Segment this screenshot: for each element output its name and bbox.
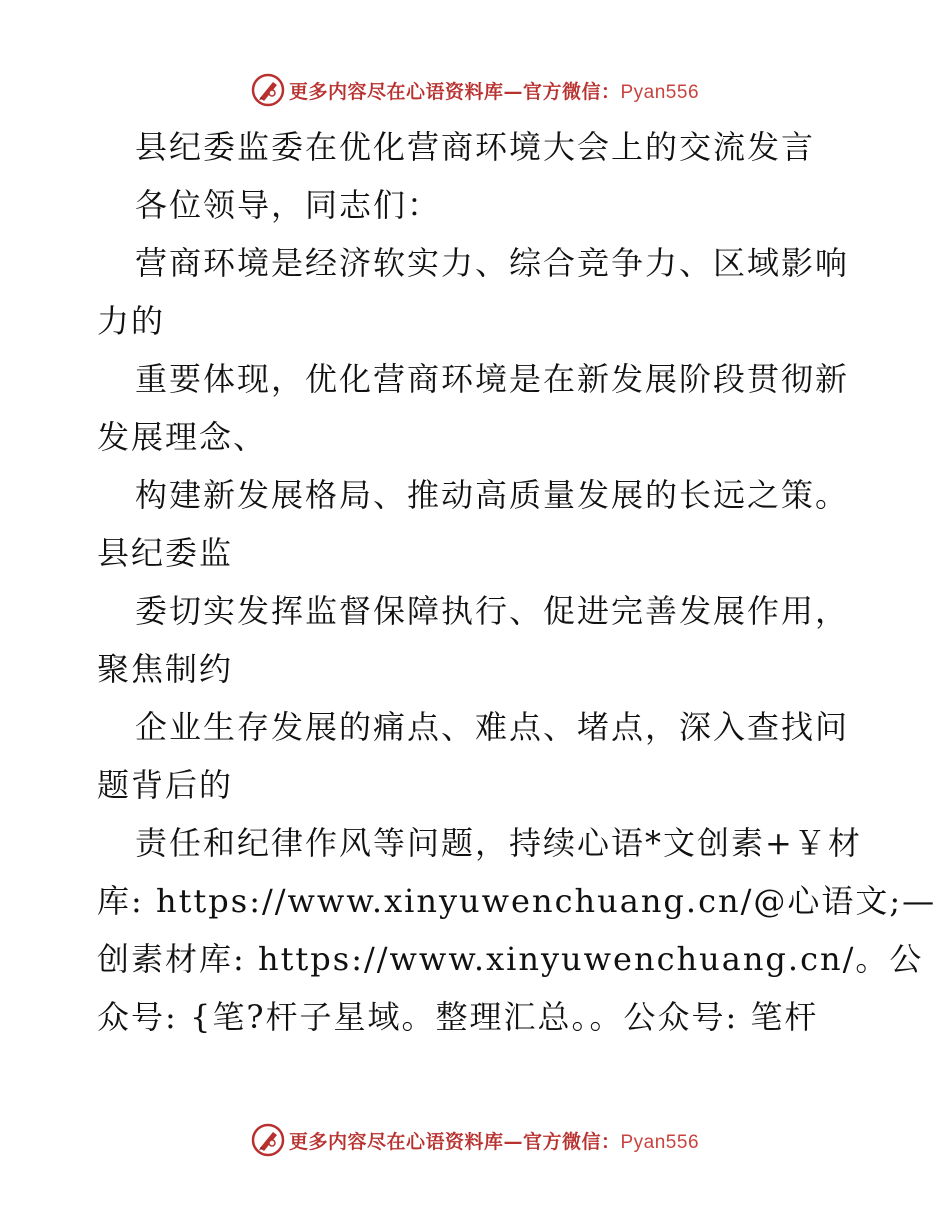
header-banner[interactable]	[0, 70, 950, 110]
pen-logo-icon	[251, 1123, 285, 1157]
document-body	[97, 118, 937, 1046]
text-line: 众号: {笔?杆子星域。整理汇总。。公众号: 笔杆	[97, 998, 819, 1036]
header-banner-text	[289, 77, 699, 104]
document-title: 县纪委监委在优化营商环境大会上的交流发言	[135, 128, 816, 166]
text-line: 力的	[97, 302, 166, 340]
footer-banner-text	[289, 1127, 699, 1154]
text-line-url: 创素材库: https://www.xinyuwenchuang.cn/。公	[97, 940, 924, 978]
header-wechat-id: Pyan556	[620, 81, 700, 103]
text-line: 企业生存发展的痛点、难点、堵点，深入查找问	[135, 708, 850, 746]
footer-banner-label: 更多内容尽在心语资料库—官方微信：	[288, 1130, 621, 1153]
header-banner-label: 更多内容尽在心语资料库—官方微信：	[288, 80, 621, 103]
footer-wechat-id: Pyan556	[620, 1131, 700, 1153]
text-line: 聚焦制约	[97, 650, 234, 688]
text-line-url: 库: https://www.xinyuwenchuang.cn/@心语文;—	[97, 882, 937, 920]
text-line: 题背后的	[97, 766, 234, 804]
footer-banner[interactable]	[0, 1120, 950, 1160]
text-line: 营商环境是经济软实力、综合竞争力、区域影响	[135, 244, 850, 282]
text-line: 责任和纪律作风等问题，持续心语*文创素+￥材	[135, 824, 862, 862]
salutation: 各位领导，同志们：	[135, 186, 442, 224]
text-line: 发展理念、	[97, 418, 268, 456]
text-line: 构建新发展格局、推动高质量发展的长远之策。	[135, 476, 850, 514]
text-line: 委切实发挥监督保障执行、促进完善发展作用，	[135, 592, 850, 630]
pen-logo-icon	[251, 73, 285, 107]
text-line: 县纪委监	[97, 534, 234, 572]
text-line: 重要体现，优化营商环境是在新发展阶段贯彻新	[135, 360, 850, 398]
